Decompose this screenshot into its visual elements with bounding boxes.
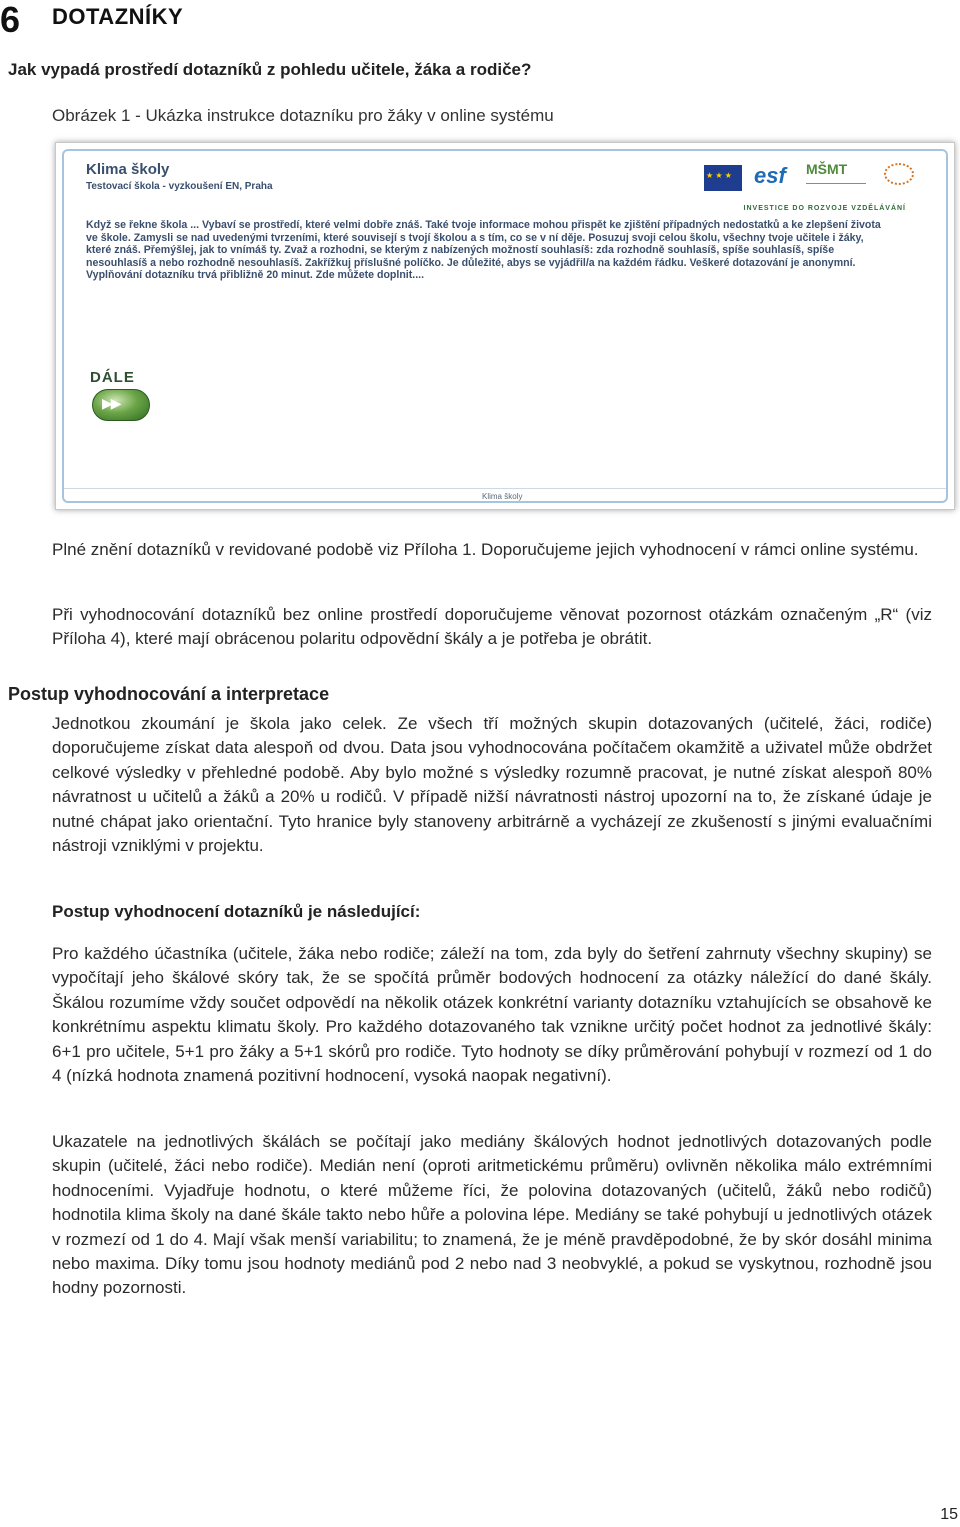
instruction-text: Když se řekne škola ... Vybaví se prostředí, které velmi dobře znáš. Také tvoje informace mohou přispět ke zjištění případných nedostatků a ke zlepšení života ve škole. Zamysli se nad uvedenými tvrzeními, které souvisejí s tvojí školou a s tím, co se v ní děje. Posuzuj svoji celou školu, všechny tvoje učitele i žáky, které znáš. Přemýšlej, jak to vnímáš ty. Zvaž a rozhodni, se kterým z nabízených možností souhlasíš: zda rozhodně souhlasíš, spíše souhlasíš, spíše nesouhlasíš a nebo rozhodně nesouhlasíš. Zakřížkuj příslušné políčko. Je důležité, abys se vyjádřil/a na každém řádku. Veškeré dotazování je anonymní. Vyplňování dotazníku trvá přibližně 20 minut. Zde můžete doplnit.... (86, 219, 881, 282)
eu-flag-icon (704, 165, 742, 191)
msmt-logo-text: MŠMT (806, 161, 848, 177)
logo-tagline: INVESTICE DO ROZVOJE VZDĚLÁVÁNÍ (743, 205, 906, 212)
screenshot-footer: Klima školy (482, 492, 523, 501)
question-heading: Jak vypadá prostředí dotazníků z pohledu učitele, žáka a rodiče? (8, 60, 532, 79)
figure-caption: Obrázek 1 - Ukázka instrukce dotazníku pro žáky v online systému (52, 106, 554, 125)
screenshot-subtitle: Testovací škola - vyzkoušení EN, Praha (86, 181, 273, 192)
next-button[interactable] (86, 369, 156, 425)
paragraph-5: Ukazatele na jednotlivých škálách se počítají jako mediány škálových hodnot jednotlivých dotazovaných podle skupin (učitelé, žáci nebo rodiče). Medián není (oproti aritmetickému průměru) ovlivněn několika málo extrémními hodnoceními. Vyjadřuje hodnotu, o které můžeme říci, že polovina dotazovaných (učitelů, žáků nebo rodičů) hodnotila klima školy na dané škále takto nebo hůře a polovina lépe. Mediány se také pohybují u jednotlivých otázek v rozmezí od 1 do 4. Mají však menší variabilitu; to znamená, že je méně pravděpodobné, že by skór dosáhl minima nebo maxima. Díky tomu jsou hodnoty mediánů pod 2 nebo nad 3 neobvyklé, a pokud se vyskytnou, rozhodně jsou hodny pozornosti. (52, 1132, 932, 1298)
screenshot-footer-divider (64, 488, 946, 489)
fast-forward-icon: ▶▶ (102, 395, 120, 411)
screenshot-frame (62, 149, 948, 503)
next-button-circle (92, 389, 150, 421)
paragraph-4: Pro každého účastníka (učitele, žáka nebo rodiče; záleží na tom, zda byly do šetření zahrnuty všechny skupiny) se vypočítají jeho škálové skóry tak, že se spočítá průměr bodových hodnocení za otázky náležící do dané škály. Škálou rozumíme vždy součet odpovědí na několik otázek konkrétní varianty dotazníku vztahujících se obsahově ke konkrétnímu aspektu klimatu školy. Pro každého dotazovaného tak vznikne určitý počet hodnot za jednotlivé škály: 6+1 pro učitele, 5+1 pro žáky a 5+1 skórů pro rodiče. Tyto hodnoty se díky průměrování pohybují v rozmezí od 1 do 4 (nízká hodnota znamená pozitivní hodnocení, vysoká naopak negativní). (52, 944, 932, 1086)
institute-logo (878, 161, 932, 195)
next-button-label: DÁLE (90, 369, 135, 386)
esf-logo-text: esf (754, 163, 786, 188)
screenshot-title: Klima školy (86, 161, 170, 178)
msmt-logo (806, 161, 866, 195)
chapter-title: DOTAZNÍKY (52, 4, 184, 29)
paragraph-2: Při vyhodnocování dotazníků bez online prostředí doporučujeme věnovat pozornost otázkám označeným „R“ (viz Příloha 4), které mají obrácenou polaritu odpovědní škály a je potřeba je obrátit. (52, 605, 932, 649)
section-heading: Postup vyhodnocování a interpretace (8, 684, 330, 704)
chapter-number: 6 (0, 0, 21, 40)
page-number: 15 (940, 1506, 958, 1523)
logo-strip (704, 159, 932, 197)
paragraph-3: Jednotkou zkoumání je škola jako celek. Ze všech tří možných skupin dotazovaných (učitelé, žáci, rodiče) doporučujeme získat data alespoň od dvou. Data jsou vyhodnocována počítačem okamžitě a uživatel může obdržet celkové výsledky v přehledné podobě. Aby bylo možné s výsledky rozumně pracovat, je nutné získat alespoň 80% návratnost u učitelů a žáků a 20% u rodičů. V případě nižší návratnosti nástroj upozorní na to, že získané údaje je nutné chápat jako orientační. Tyto hranice byly stanoveny arbitrárně a vycházejí ze zkušeností s jinými evaluačními nástroji vzniklými v projektu. (52, 714, 932, 856)
esf-logo (754, 163, 794, 193)
procedure-heading: Postup vyhodnocení dotazníků je následující: (52, 902, 421, 921)
embedded-screenshot (55, 142, 955, 510)
paragraph-1: Plné znění dotazníků v revidované podobě viz Příloha 1. Doporučujeme jejich vyhodnocení v rámci online systému. (52, 540, 919, 559)
